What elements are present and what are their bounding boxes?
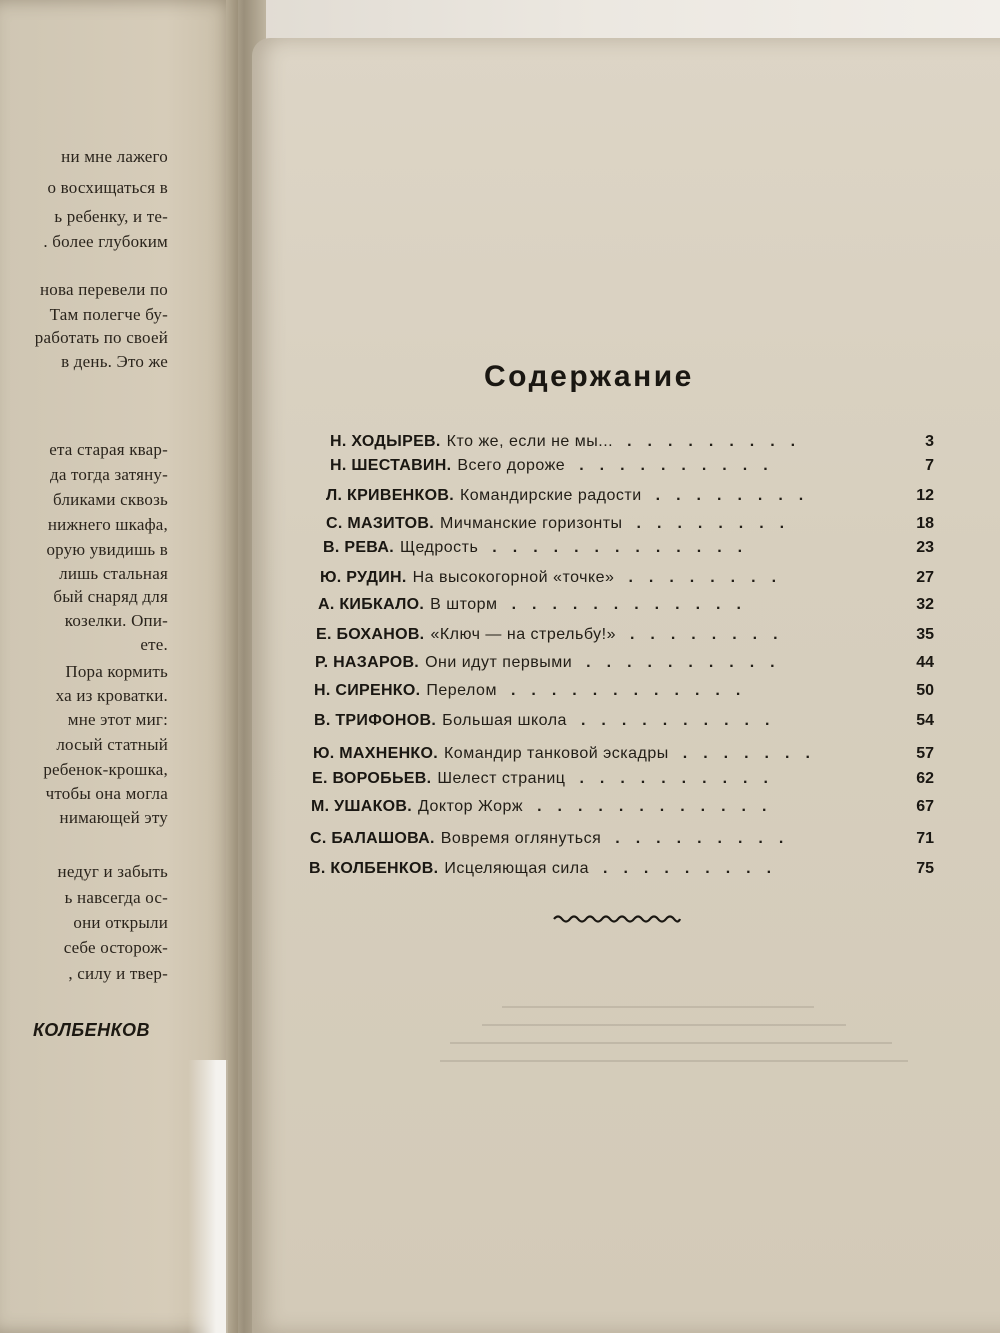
left-page-line: козелки. Опи- (64, 611, 168, 630)
toc-dot-leader: ....... (682, 745, 826, 762)
left-page-line: о восхищаться в (47, 178, 168, 197)
toc-entry (0, 569, 1000, 595)
toc-entry (0, 596, 1000, 622)
toc-entry (0, 770, 1000, 796)
left-page-line: они открыли (73, 913, 168, 932)
toc-dot-leader: ............ (510, 682, 757, 699)
left-page-line: лосый статный (56, 735, 168, 754)
left-page-line: недуг и забыть (57, 862, 168, 881)
toc-entry-title: Большая школа (442, 712, 567, 729)
toc-entry (0, 539, 1000, 565)
toc-entry-author: Ю. МАХНЕНКО. (313, 745, 438, 762)
toc-entry (0, 745, 1000, 771)
toc-entry-page-number: 27 (916, 569, 934, 586)
toc-title: Содержание (484, 360, 694, 393)
toc-entry-author: Ю. РУДИН. (320, 569, 407, 586)
toc-dot-leader: ......... (627, 433, 812, 450)
toc-entry-page-number: 32 (916, 596, 934, 613)
toc-entry-title: Мичманские горизонты (439, 515, 623, 532)
toc-entry-page-number: 62 (916, 770, 934, 787)
left-page-line: бликами сквозь (53, 490, 168, 509)
toc-dot-leader: ........ (628, 569, 793, 586)
wavy-rule-ornament (552, 912, 682, 926)
left-page-line: чтобы она могла (45, 784, 168, 803)
toc-entry-title: Щедрость (399, 539, 479, 556)
toc-entry-author: Р. НАЗАРОВ. (315, 654, 420, 671)
left-page-line: , силу и твер- (68, 964, 168, 983)
toc-entry (0, 860, 1000, 886)
toc-dot-leader: .......... (579, 457, 784, 474)
toc-entry-page-number: 71 (916, 830, 934, 847)
toc-dot-leader: ......... (603, 860, 788, 877)
toc-entry-author: Н. СИРЕНКО. (314, 682, 421, 699)
left-page-line: мне этот миг: (67, 710, 168, 729)
toc-entry-author: М. УШАКОВ. (311, 798, 413, 815)
toc-entry-page-number: 18 (916, 515, 934, 532)
toc-entry-page-number: 57 (916, 745, 934, 762)
toc-entry-page-number: 12 (916, 487, 934, 504)
left-page-line: нова перевели по (40, 280, 168, 299)
toc-entry-title: Перелом (426, 682, 497, 699)
paper-edge (188, 1060, 228, 1333)
toc-dot-leader: .......... (579, 770, 784, 787)
toc-dot-leader: ........ (655, 487, 820, 504)
left-page-line: Там полегче бу- (49, 305, 168, 324)
toc-dot-leader: ......... (615, 830, 800, 847)
toc-entry-author: Е. БОХАНОВ. (316, 626, 425, 643)
toc-entry-title: Они идут первыми (425, 654, 573, 671)
show-through-text (440, 990, 960, 1100)
toc-entry-author: В. КОЛБЕНКОВ. (309, 860, 439, 877)
toc-entry-title: Всего дороже (457, 457, 566, 474)
left-page-line: ете. (140, 635, 168, 654)
toc-dot-leader: ............ (511, 596, 757, 613)
toc-entry-page-number: 44 (916, 654, 934, 671)
toc-dot-leader: ............. (492, 539, 759, 556)
toc-entry-author: Е. ВОРОБЬЕВ. (312, 770, 432, 787)
toc-entry (0, 626, 1000, 652)
left-page-line: лишь стальная (59, 564, 168, 583)
left-page-line: в день. Это же (61, 352, 168, 371)
toc-entry-author: В. ТРИФОНОВ. (314, 712, 437, 729)
left-page-line: да тогда затяну- (49, 465, 168, 484)
toc-entry-title: Вовремя оглянуться (440, 830, 602, 847)
toc-entry-page-number: 7 (925, 457, 934, 474)
toc-entry-page-number: 50 (916, 682, 934, 699)
toc-entry-author: Н. ШЕСТАВИН. (330, 457, 452, 474)
toc-entry-author: С. БАЛАШОВА. (310, 830, 435, 847)
toc-entry-page-number: 3 (925, 433, 934, 450)
toc-dot-leader: .......... (586, 654, 791, 671)
toc-entry-title: Командир танковой эскадры (443, 745, 669, 762)
toc-entry-author: Н. ХОДЫРЕВ. (330, 433, 441, 450)
toc-entry (0, 457, 1000, 483)
left-page-line: . более глубоким (43, 232, 168, 251)
left-page-line: ха из кроватки. (55, 686, 168, 705)
toc-dot-leader: ............ (537, 798, 783, 815)
toc-entry (0, 515, 1000, 541)
toc-entry-page-number: 35 (916, 626, 934, 643)
left-page-line: ь навсегда ос- (64, 888, 168, 907)
toc-dot-leader: .......... (580, 712, 786, 729)
toc-entry-title: Кто же, если не мы... (446, 433, 614, 450)
left-page-line: ета старая квар- (49, 440, 168, 459)
toc-entry-title: Доктор Жорж (418, 798, 524, 815)
left-page-line: себе осторож- (63, 938, 168, 957)
toc-entry-page-number: 75 (916, 860, 934, 877)
toc-entry (0, 654, 1000, 680)
toc-entry-title: Командирские радости (459, 487, 642, 504)
toc-dot-leader: ........ (636, 515, 801, 532)
toc-entry-author: Л. КРИВЕНКОВ. (326, 487, 454, 504)
left-page-line: ни мне лажего (61, 147, 168, 166)
toc-entry (0, 682, 1000, 708)
toc-entry-page-number: 23 (916, 539, 934, 556)
toc-entry-author: А. КИБКАЛО. (318, 596, 425, 613)
toc-entry-title: Шелест страниц (437, 770, 566, 787)
left-page-line: нижнего шкафа, (47, 515, 168, 534)
left-page-line: нимающей эту (59, 808, 168, 827)
toc-entry (0, 433, 1000, 459)
toc-entry (0, 487, 1000, 513)
toc-entry-title: Исцеляющая сила (444, 860, 590, 877)
left-page-line: бый снаряд для (53, 587, 168, 606)
left-page-line: орую увидишь в (46, 540, 168, 559)
left-page-line: ь ребенку, и те- (54, 207, 168, 226)
left-page-line: Пора кормить (65, 662, 168, 681)
toc-entry-title: В шторм (430, 596, 498, 613)
toc-entry (0, 830, 1000, 856)
toc-entry-page-number: 67 (916, 798, 934, 815)
left-page-line: ребенок-крошка, (43, 760, 168, 779)
toc-entry-author: В. РЕВА. (323, 539, 394, 556)
left-page-line: работать по своей (34, 328, 168, 347)
toc-entry-title: «Ключ — на стрельбу!» (430, 626, 616, 643)
toc-entry-title: На высокогорной «точке» (412, 569, 615, 586)
toc-entry-author: С. МАЗИТОВ. (326, 515, 434, 532)
author-signature: КОЛБЕНКОВ (32, 1020, 150, 1040)
toc-entry (0, 798, 1000, 824)
toc-dot-leader: ........ (629, 626, 794, 643)
toc-entry-page-number: 54 (916, 712, 934, 729)
toc-entry (0, 712, 1000, 738)
